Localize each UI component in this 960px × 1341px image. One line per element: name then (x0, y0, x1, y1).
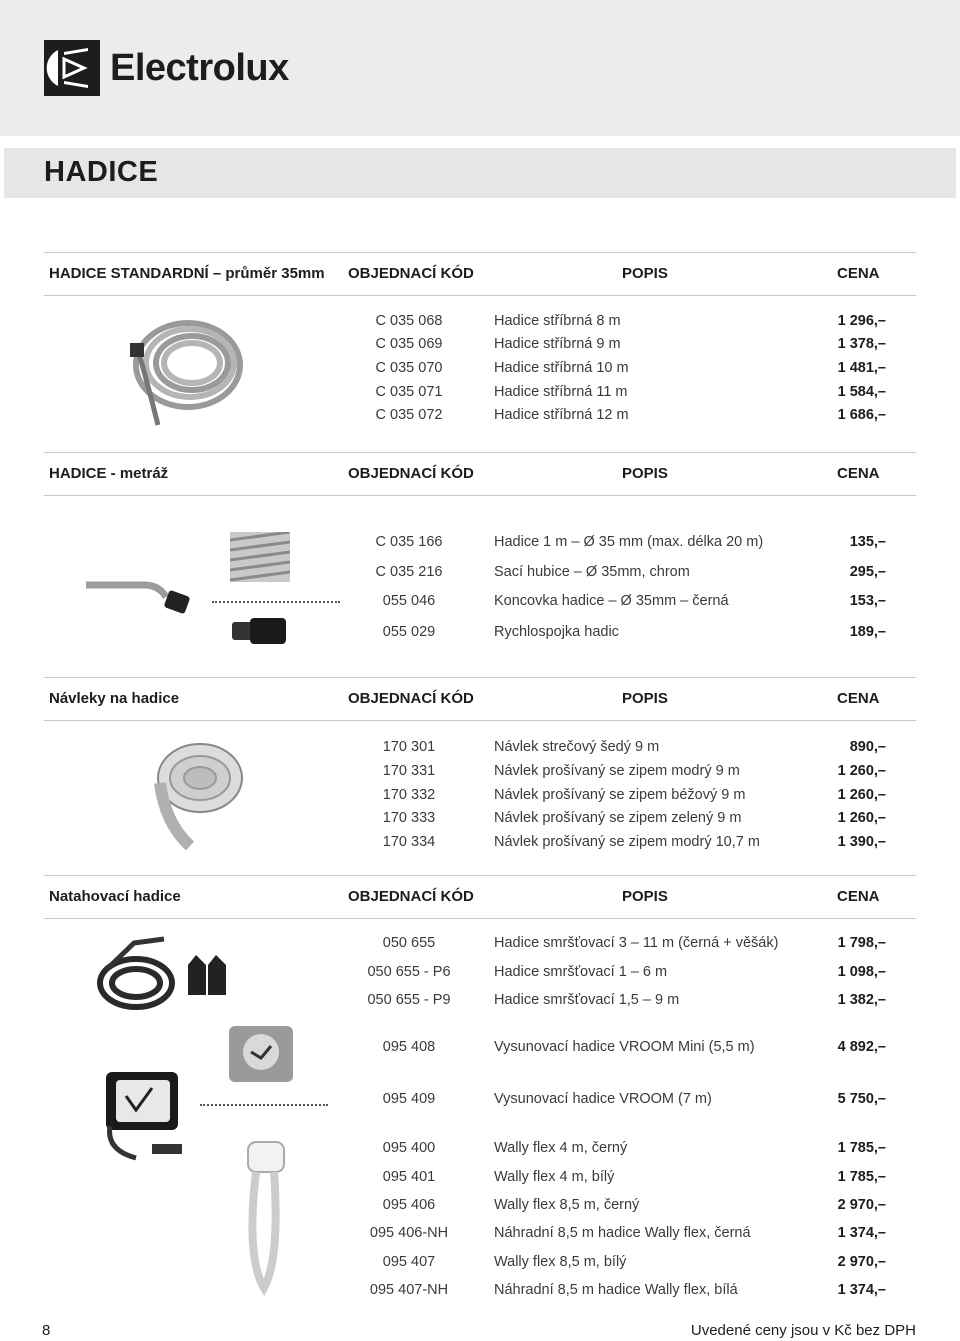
col-price-header: CENA (837, 690, 880, 707)
price: 1 378,– (837, 336, 886, 352)
table-row (0, 964, 960, 984)
price: 1 382,– (837, 992, 886, 1008)
col-price-header: CENA (837, 465, 880, 482)
order-code: 170 301 (382, 739, 436, 755)
col-code-header: OBJEDNACÍ KÓD (348, 465, 474, 482)
table-row (0, 1140, 960, 1160)
description: Wally flex 8,5 m, bílý (494, 1254, 627, 1270)
col-price-header: CENA (837, 265, 880, 282)
description: Návlek prošívaný se zipem modrý 10,7 m (494, 834, 760, 850)
description: Náhradní 8,5 m hadice Wally flex, bílá (494, 1282, 738, 1298)
order-code: 050 655 (382, 935, 436, 951)
section-header-meterage (44, 452, 916, 496)
description: Wally flex 8,5 m, černý (494, 1197, 640, 1213)
table-row (0, 384, 960, 404)
description: Koncovka hadice – Ø 35mm – černá (494, 593, 729, 609)
col-code-header: OBJEDNACÍ KÓD (348, 690, 474, 707)
table-row (0, 593, 960, 613)
section-header-standard (44, 252, 916, 296)
col-code-header: OBJEDNACÍ KÓD (348, 888, 474, 905)
price: 1 785,– (837, 1169, 886, 1185)
section-header-retractable (44, 875, 916, 919)
order-code: 170 334 (382, 834, 436, 850)
price: 1 374,– (837, 1225, 886, 1241)
table-row (0, 992, 960, 1012)
description: Rychlospojka hadic (494, 624, 619, 640)
section-title: HADICE STANDARDNÍ – průměr 35mm (49, 265, 325, 282)
col-desc-header: POPIS (622, 265, 668, 282)
page-number: 8 (42, 1322, 51, 1339)
order-code: C 035 071 (375, 384, 443, 400)
description: Návlek strečový šedý 9 m (494, 739, 660, 755)
price: 1 798,– (837, 935, 886, 951)
order-code: 050 655 - P6 (367, 964, 451, 980)
brand-name: Electrolux (110, 46, 289, 89)
order-code: 095 407 (382, 1254, 436, 1270)
description: Návlek prošívaný se zipem modrý 9 m (494, 763, 740, 779)
order-code: 095 406-NH (369, 1225, 449, 1241)
table-row (0, 1254, 960, 1274)
price: 1 098,– (837, 964, 886, 980)
price: 1 260,– (837, 763, 886, 779)
description: Hadice 1 m – Ø 35 mm (max. délka 20 m) (494, 534, 764, 550)
price: 2 970,– (837, 1254, 886, 1270)
description: Návlek prošívaný se zipem zelený 9 m (494, 810, 742, 826)
section-header-sleeves (44, 677, 916, 721)
section-title: Natahovací hadice (49, 888, 181, 905)
price: 890,– (849, 739, 886, 755)
order-code: 170 332 (382, 787, 436, 803)
price: 153,– (849, 593, 886, 609)
price: 1 260,– (837, 787, 886, 803)
section-title: Návleky na hadice (49, 690, 180, 707)
price: 1 296,– (837, 313, 886, 329)
order-code: 095 400 (382, 1140, 436, 1156)
table-row (0, 810, 960, 830)
description: Vysunovací hadice VROOM (7 m) (494, 1091, 712, 1107)
electrolux-logo-icon (44, 40, 100, 96)
order-code: C 035 072 (375, 407, 443, 423)
table-row (0, 763, 960, 783)
wally-flex-image (240, 1138, 296, 1301)
table-row (0, 1197, 960, 1217)
table-row (0, 336, 960, 356)
price: 1 785,– (837, 1140, 886, 1156)
order-code: 095 401 (382, 1169, 436, 1185)
table-row (0, 1282, 960, 1302)
table-row (0, 407, 960, 427)
description: Hadice stříbrná 11 m (494, 384, 628, 400)
table-row (0, 935, 960, 955)
table-row (0, 1169, 960, 1189)
description: Hadice stříbrná 12 m (494, 407, 629, 423)
table-row (0, 739, 960, 759)
description: Vysunovací hadice VROOM Mini (5,5 m) (494, 1039, 755, 1055)
order-code: 055 029 (382, 624, 436, 640)
order-code: C 035 070 (375, 360, 443, 376)
description: Sací hubice – Ø 35mm, chrom (494, 564, 690, 580)
order-code: 170 333 (382, 810, 436, 826)
table-row (0, 534, 960, 554)
order-code: 170 331 (382, 763, 436, 779)
order-code: C 035 068 (375, 313, 443, 329)
price-note: Uvedené ceny jsou v Kč bez DPH (690, 1322, 916, 1339)
price: 1 374,– (837, 1282, 886, 1298)
col-desc-header: POPIS (622, 888, 668, 905)
price: 189,– (849, 624, 886, 640)
price: 295,– (849, 564, 886, 580)
price: 1 686,– (837, 407, 886, 423)
description: Hadice stříbrná 9 m (494, 336, 621, 352)
order-code: C 035 166 (375, 534, 443, 550)
price: 2 970,– (837, 1197, 886, 1213)
order-code: C 035 069 (375, 336, 443, 352)
description: Wally flex 4 m, černý (494, 1140, 628, 1156)
price: 4 892,– (837, 1039, 886, 1055)
col-desc-header: POPIS (622, 465, 668, 482)
table-row (0, 1225, 960, 1245)
table-row (0, 834, 960, 854)
description: Wally flex 4 m, bílý (494, 1169, 615, 1185)
col-code-header: OBJEDNACÍ KÓD (348, 265, 474, 282)
order-code: C 035 216 (375, 564, 443, 580)
table-row (0, 1039, 960, 1059)
price: 135,– (849, 534, 886, 550)
table-row (0, 313, 960, 333)
brand-logo (44, 40, 289, 96)
col-desc-header: POPIS (622, 690, 668, 707)
description: Náhradní 8,5 m hadice Wally flex, černá (494, 1225, 751, 1241)
description: Hadice stříbrná 8 m (494, 313, 621, 329)
page-title: HADICE (44, 156, 159, 188)
header-bar (0, 0, 960, 136)
order-code: 050 655 - P9 (367, 992, 451, 1008)
table-row (0, 787, 960, 807)
section-title: HADICE - metráž (49, 465, 169, 482)
order-code: 055 046 (382, 593, 436, 609)
price: 1 390,– (837, 834, 886, 850)
table-row (0, 564, 960, 584)
description: Hadice smršťovací 1 – 6 m (494, 964, 668, 980)
description: Hadice smršťovací 3 – 11 m (černá + věšák) (494, 935, 779, 951)
col-price-header: CENA (837, 888, 880, 905)
description: Hadice smršťovací 1,5 – 9 m (494, 992, 680, 1008)
price: 1 584,– (837, 384, 886, 400)
order-code: 095 408 (382, 1039, 436, 1055)
table-row (0, 624, 960, 644)
table-row (0, 1091, 960, 1111)
description: Návlek prošívaný se zipem béžový 9 m (494, 787, 746, 803)
price: 1 260,– (837, 810, 886, 826)
price: 1 481,– (837, 360, 886, 376)
order-code: 095 409 (382, 1091, 436, 1107)
title-bar (4, 148, 956, 198)
description: Hadice stříbrná 10 m (494, 360, 629, 376)
price: 5 750,– (837, 1091, 886, 1107)
order-code: 095 406 (382, 1197, 436, 1213)
order-code: 095 407-NH (369, 1282, 449, 1298)
table-row (0, 360, 960, 380)
